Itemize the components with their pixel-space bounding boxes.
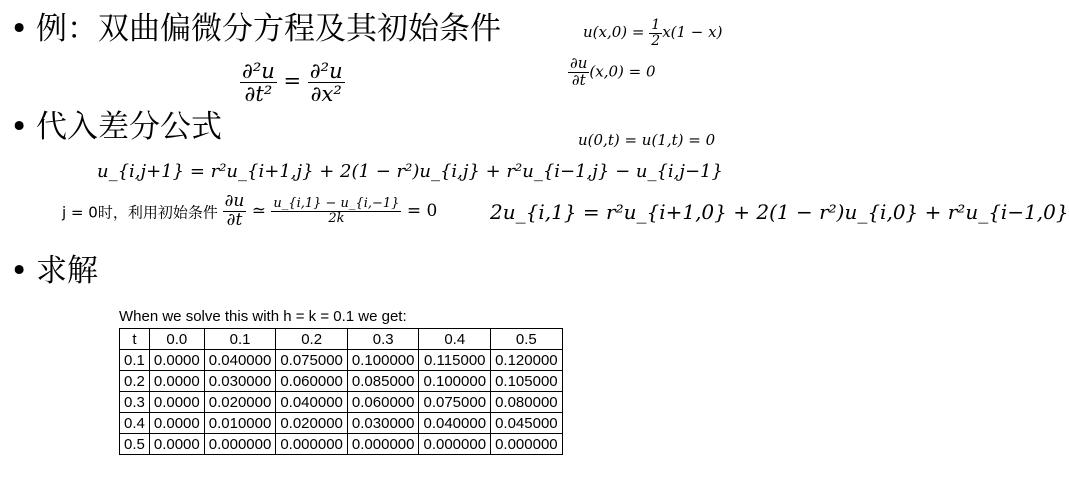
column-header: t (120, 329, 150, 350)
table-header-row (120, 329, 563, 350)
table-cell: 0.100000 (419, 371, 491, 392)
table-cell: 0.080000 (491, 392, 563, 413)
column-header: 0.1 (204, 329, 276, 350)
table-cell: 0.030000 (347, 413, 419, 434)
table-cell: 0.120000 (491, 350, 563, 371)
column-header: 0.0 (149, 329, 204, 350)
table-cell: 0.060000 (276, 371, 348, 392)
table-cell: 0.075000 (276, 350, 348, 371)
column-header: 0.5 (491, 329, 563, 350)
bullet-dot: • (10, 11, 29, 47)
table-cell: 0.020000 (276, 413, 348, 434)
fraction-d2u-dx2: $\frac{\text{∂²u}}{\text{∂x²}}$ (309, 59, 343, 107)
table-cell: 0.075000 (419, 392, 491, 413)
fraction-du-dt-2: $\frac{\partial u}{\partial t}$ (224, 191, 245, 230)
table-cell: 0.105000 (491, 371, 563, 392)
results-table (119, 328, 563, 455)
table-cell: 0.0000 (149, 434, 204, 455)
table-cell: 0.2 (120, 371, 150, 392)
bullet-substitute (10, 110, 222, 144)
table-cell: 0.060000 (347, 392, 419, 413)
table-caption: When we solve this with h = k = 0.1 we get: (119, 308, 407, 325)
bullet-solve-text: 求解 (36, 253, 98, 289)
initial-condition-1: u(x,0) = $\frac{1}{2}$ x(1 − x) (583, 17, 723, 49)
fraction-du-dt: $\frac{\partial u}{\partial t}$ (570, 54, 588, 89)
bullet-example-text: 例：双曲偏微分方程及其初始条件 (36, 11, 501, 47)
table-cell: 0.3 (120, 392, 150, 413)
bullet-solve (10, 254, 98, 288)
table-cell: 0.085000 (347, 371, 419, 392)
fraction-central-difference: $\frac{u\_\{i,1\} - u\_\{i,-1\}}{2k}$ (273, 196, 400, 226)
bullet-substitute-text: 代入差分公式 (36, 109, 222, 145)
table-cell: 0.000000 (419, 434, 491, 455)
table-row (120, 434, 563, 455)
table-cell: 0.0000 (149, 392, 204, 413)
table-cell: 0.000000 (347, 434, 419, 455)
wave-equation: $\frac{\text{∂²u}}{\text{∂t²}}$ = $\frac{\text{∂²u}}{\text{∂x²}}$ (242, 59, 343, 107)
table-cell: 0.030000 (204, 371, 276, 392)
table-cell: 0.4 (120, 413, 150, 434)
table-row (120, 350, 563, 371)
table-cell: 0.045000 (491, 413, 563, 434)
table-cell: 0.000000 (204, 434, 276, 455)
bullet-dot: • (10, 253, 29, 289)
table-cell: 0.0000 (149, 371, 204, 392)
table-cell: 0.0000 (149, 413, 204, 434)
initial-condition-2: $\frac{\partial u}{\partial t}$ (x,0) = 0 (570, 54, 656, 89)
table-cell: 0.115000 (419, 350, 491, 371)
table-cell: 0.5 (120, 434, 150, 455)
table-cell: 0.040000 (419, 413, 491, 434)
table-row (120, 371, 563, 392)
column-header: 0.2 (276, 329, 348, 350)
table-cell: 0.040000 (276, 392, 348, 413)
table-cell: 0.000000 (491, 434, 563, 455)
table-cell: 0.1 (120, 350, 150, 371)
column-header: 0.3 (347, 329, 419, 350)
bullet-example (10, 12, 501, 46)
table-cell: 0.000000 (276, 434, 348, 455)
column-header: 0.4 (419, 329, 491, 350)
table-cell: 0.0000 (149, 350, 204, 371)
difference-scheme: u_{i,j+1} = r²u_{i+1,j} + 2(1 − r²)u_{i,j} + r²u_{i−1,j} − u_{i,j−1} (97, 161, 723, 182)
fraction-half: $\frac{1}{2}$ (651, 17, 661, 49)
j-zero-condition: j = 0时，利用初始条件 $\frac{\partial u}{\partial t}$ ≃ $\frac{u\_\{i,1\} - u\_\{i,-1\}}{2k}$ = 0 (62, 191, 438, 230)
fraction-d2u-dt2: $\frac{\text{∂²u}}{\text{∂t²}}$ (242, 59, 275, 107)
table-cell: 0.040000 (204, 350, 276, 371)
table-cell: 0.010000 (204, 413, 276, 434)
first-step-equation: 2u_{i,1} = r²u_{i+1,0} + 2(1 − r²)u_{i,0} + r²u_{i−1,0} (490, 200, 1069, 224)
table-row (120, 413, 563, 434)
table-cell: 0.100000 (347, 350, 419, 371)
table-row (120, 392, 563, 413)
bullet-dot: • (10, 109, 29, 145)
boundary-condition: u(0,t) = u(1,t) = 0 (578, 131, 716, 149)
table-cell: 0.020000 (204, 392, 276, 413)
